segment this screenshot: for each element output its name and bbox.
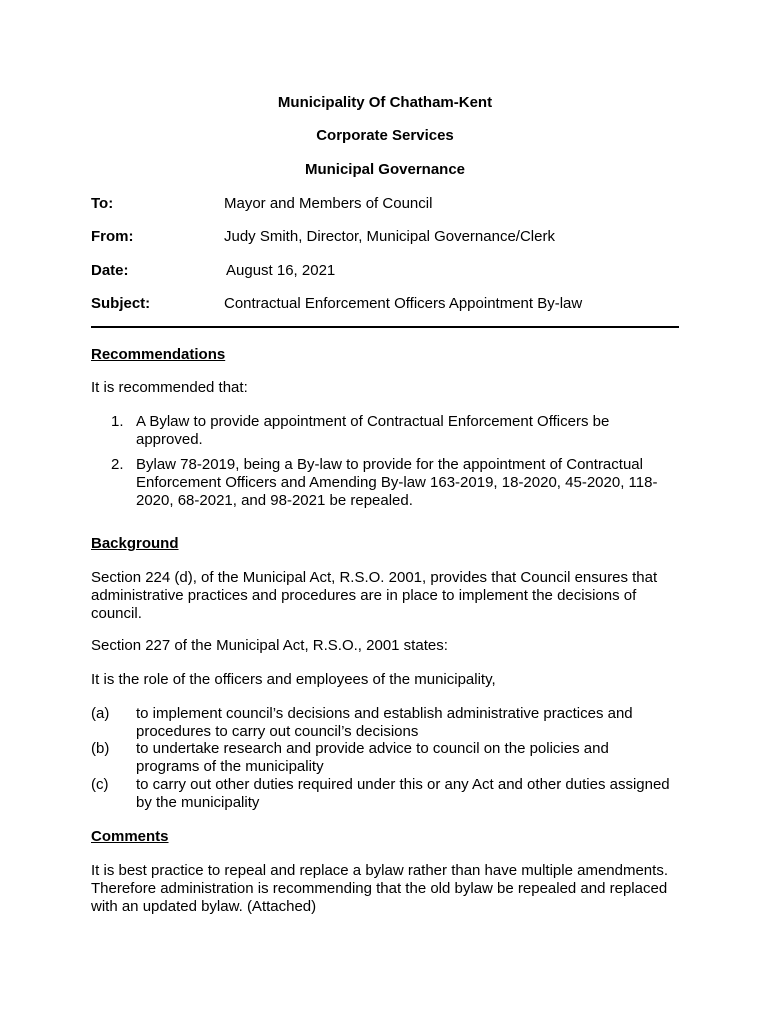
subject-label: Subject: <box>91 295 151 312</box>
paragraph-line: Section 224 (d), of the Municipal Act, R.S.O. 2001, provides that Council ensures that <box>91 569 658 586</box>
item-line: 2020, 68-2021, and 98-2021 be repealed. <box>136 492 413 509</box>
item-text <box>136 705 681 741</box>
to-label: To: <box>91 195 114 212</box>
date-label: Date: <box>91 262 129 279</box>
background-paragraph-3: It is the role of the officers and employees of the municipality, <box>91 671 496 688</box>
comments-paragraph <box>91 862 681 916</box>
item-text <box>136 456 681 510</box>
item-line: to implement council’s decisions and establish administrative practices and <box>136 705 633 722</box>
department-heading: Corporate Services <box>316 127 454 144</box>
item-number: 2. <box>111 456 124 473</box>
item-line: procedures to carry out council’s decisions <box>136 723 419 740</box>
item-line: approved. <box>136 431 203 448</box>
paragraph-line: Therefore administration is recommending that the old bylaw be repealed and replaced <box>91 880 668 897</box>
date-value: August 16, 2021 <box>226 262 336 279</box>
recommendations-intro: It is recommended that: <box>91 379 248 396</box>
subject-value: Contractual Enforcement Officers Appointment By-law <box>224 295 583 312</box>
item-text <box>136 413 681 449</box>
paragraph-line: with an updated bylaw. (Attached) <box>91 898 317 915</box>
comments-title: Comments <box>91 828 169 845</box>
item-text <box>136 776 681 812</box>
paragraph-line: It is best practice to repeal and replace a bylaw rather than have multiple amendments. <box>91 862 668 879</box>
item-line: programs of the municipality <box>136 758 324 775</box>
recommendations-title: Recommendations <box>91 346 226 363</box>
item-line: Enforcement Officers and Amending By-law 163-2019, 18-2020, 45-2020, 118- <box>136 474 658 491</box>
background-paragraph-2: Section 227 of the Municipal Act, R.S.O., 2001 states: <box>91 637 448 654</box>
paragraph-line: administrative practices and procedures are in place to implement the decisions of <box>91 587 637 604</box>
item-label: (c) <box>91 776 109 793</box>
division-heading: Municipal Governance <box>304 161 466 178</box>
item-line: Bylaw 78-2019, being a By-law to provide for the appointment of Contractual <box>136 456 643 473</box>
item-line: to undertake research and provide advice to council on the policies and <box>136 740 609 757</box>
header-divider <box>91 326 679 328</box>
item-line: to carry out other duties required under this or any Act and other duties assigned <box>136 776 670 793</box>
paragraph-line: council. <box>91 605 142 622</box>
item-label: (a) <box>91 705 110 722</box>
to-value: Mayor and Members of Council <box>224 195 433 212</box>
item-label: (b) <box>91 740 110 757</box>
item-line: A Bylaw to provide appointment of Contractual Enforcement Officers be <box>136 413 610 430</box>
from-label: From: <box>91 228 134 245</box>
item-line: by the municipality <box>136 794 260 811</box>
municipality-heading: Municipality Of Chatham-Kent <box>277 94 493 111</box>
background-paragraph <box>91 569 681 623</box>
from-value: Judy Smith, Director, Municipal Governance/Clerk <box>224 228 555 245</box>
item-text <box>136 740 681 776</box>
item-number: 1. <box>111 413 124 430</box>
background-title: Background <box>91 535 179 552</box>
